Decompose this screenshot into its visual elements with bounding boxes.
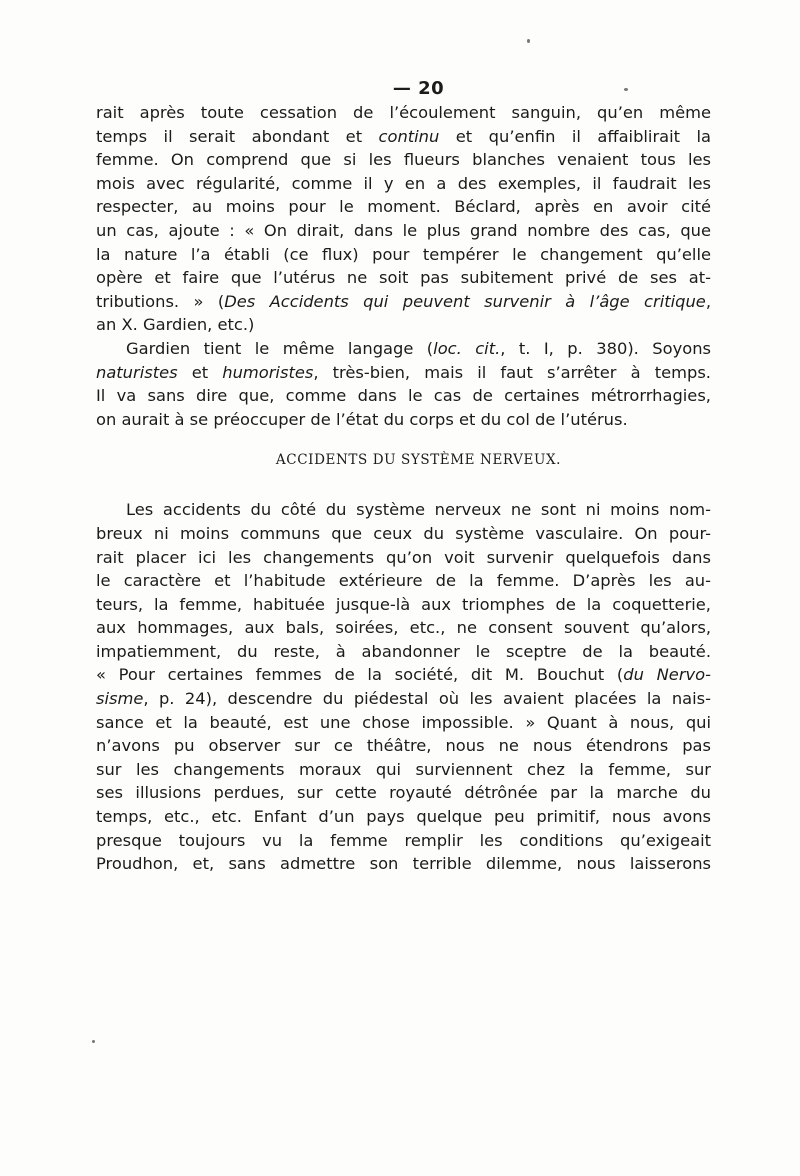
paragraph-continued bbox=[96, 101, 711, 337]
text-line: temps il serait abondant et continu et qu’enfin il affaiblirait la bbox=[96, 126, 711, 146]
text-line: respecter, au moins pour le moment. Béclard, après en avoir cité bbox=[96, 197, 711, 217]
text-line: breux ni moins communs que ceux du système vasculaire. On pour- bbox=[96, 523, 711, 543]
text-line: Gardien tient le même langage (loc. cit., t. I, p. 380). Soyons bbox=[126, 338, 711, 358]
text-line: sur les changements moraux qui surviennent chez la femme, sur bbox=[96, 759, 711, 779]
text-line: rait placer ici les changements qu’on voit survenir quelquefois dans bbox=[96, 547, 711, 567]
text-line: naturistes et humoristes, très-bien, mais il faut s’arrêter à temps. bbox=[96, 362, 711, 382]
text-line: mois avec régularité, comme il y en a des exemples, il faudrait les bbox=[96, 173, 711, 193]
text-line: ses illusions perdues, sur cette royauté détrônée par la marche du bbox=[96, 783, 711, 803]
text-line: tributions. » (Des Accidents qui peuvent survenir à l’âge critique, bbox=[96, 291, 711, 311]
page-number: — 20 bbox=[392, 78, 445, 99]
text-line: Les accidents du côté du système nerveux ne sont ni moins nom- bbox=[126, 500, 711, 520]
text-line: opère et faire que l’utérus ne soit pas subitement privé de ses at- bbox=[96, 268, 711, 288]
text-line: impatiemment, du reste, à abandonner le sceptre de la beauté. bbox=[96, 641, 711, 661]
text-line: un cas, ajoute : « On dirait, dans le plus grand nombre des cas, que bbox=[96, 220, 711, 240]
text-line: on aurait à se préoccuper de l’état du corps et du col de l’utérus. bbox=[96, 409, 628, 429]
text-line: aux hommages, aux bals, soirées, etc., ne consent souvent qu’alors, bbox=[96, 618, 711, 638]
print-speck bbox=[92, 1040, 95, 1043]
section-heading: ACCIDENTS DU SYSTÈME NERVEUX. bbox=[275, 452, 562, 469]
text-line: Il va sans dire que, comme dans le cas de certaines métrorrhagies, bbox=[96, 386, 711, 406]
paragraph-gardien bbox=[96, 337, 711, 431]
text-line: rait après toute cessation de l’écoulement sanguin, qu’en même bbox=[96, 103, 711, 122]
text-line: sance et la beauté, est une chose impossible. » Quant à nous, qui bbox=[96, 712, 711, 732]
text-line: an X. Gardien, etc.) bbox=[96, 315, 255, 335]
text-line: presque toujours vu la femme remplir les conditions qu’exigeait bbox=[96, 830, 711, 850]
text-line: temps, etc., etc. Enfant d’un pays quelque peu primitif, nous avons bbox=[96, 807, 711, 827]
page-text bbox=[96, 77, 711, 876]
text-line: femme. On comprend que si les flueurs blanches venaient tous les bbox=[96, 150, 711, 170]
text-line: sisme, p. 24), descendre du piédestal où les avaient placées la nais- bbox=[96, 689, 711, 709]
text-line: Proudhon, et, sans admettre son terrible dilemme, nous laisserons bbox=[96, 854, 711, 874]
text-line: la nature l’a établi (ce flux) pour tempérer le changement qu’elle bbox=[96, 244, 711, 264]
text-line: n’avons pu observer sur ce théâtre, nous ne nous étendrons pas bbox=[96, 736, 711, 756]
print-speck bbox=[527, 39, 530, 43]
text-line: le caractère et l’habitude extérieure de la femme. D’après les au- bbox=[96, 571, 711, 591]
paragraph-nervous-system bbox=[96, 498, 711, 876]
text-line: « Pour certaines femmes de la société, dit M. Bouchut (du Nervo- bbox=[96, 665, 711, 685]
text-line: teurs, la femme, habituée jusque-là aux triomphes de la coquetterie, bbox=[96, 594, 711, 614]
